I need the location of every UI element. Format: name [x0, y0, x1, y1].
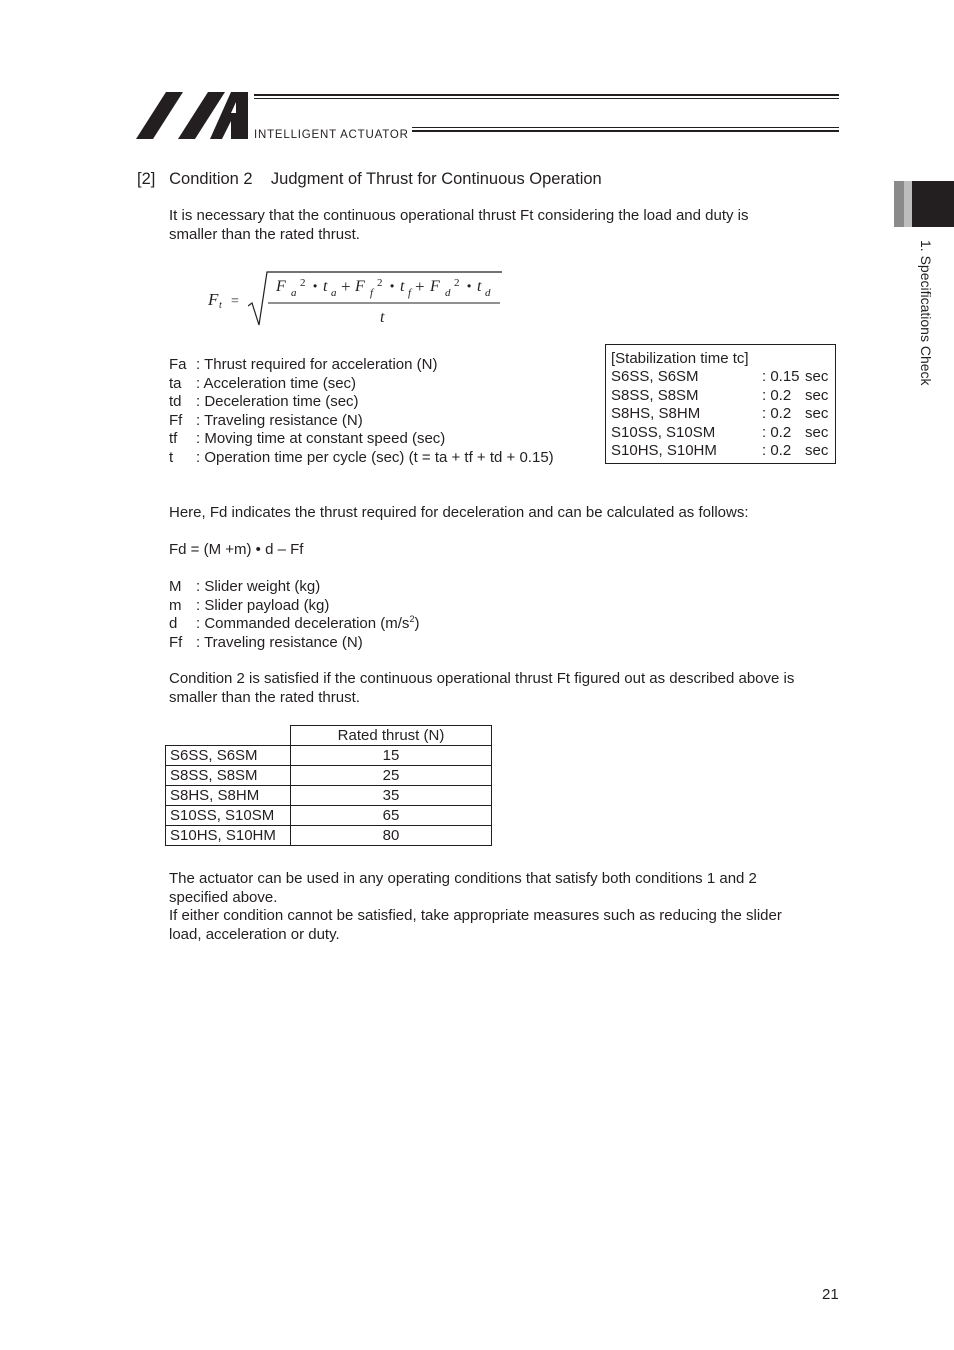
formula-equals: = — [231, 294, 239, 309]
definition-row — [169, 375, 554, 394]
term-f-d: F — [430, 278, 440, 295]
stabilization-time-box — [605, 344, 836, 464]
def-symbol: ta — [169, 374, 182, 392]
section-number: [2] — [137, 170, 156, 188]
stab-value: : 0.2 — [762, 405, 792, 422]
closing-paragraph — [169, 870, 782, 944]
formula-lhs: F — [208, 290, 219, 309]
definition-row — [169, 393, 554, 412]
closing-line: specified above. — [169, 888, 278, 906]
header-rule-bottom-1 — [412, 127, 839, 128]
definition-row — [169, 356, 554, 375]
table-model-cell: S10SS, S10SM — [166, 806, 291, 826]
plus-sign: + — [415, 277, 425, 296]
stab-value: : 0.2 — [762, 442, 792, 459]
def-text: : Slider weight (kg) — [196, 578, 321, 595]
term-f-f-sub: f — [370, 287, 374, 299]
def-text: : Slider payload (kg) — [196, 596, 330, 614]
formula-lhs-sub: t — [219, 300, 222, 311]
header-rule-top-1 — [254, 94, 839, 96]
definition-row — [169, 430, 554, 449]
stab-value: : 0.2 — [762, 424, 792, 441]
plus-sign: + — [341, 277, 351, 296]
term-f-a-sub: a — [291, 287, 297, 299]
term-t-a-sub: a — [331, 287, 337, 299]
table-model-cell: S8SS, S8SM — [166, 766, 291, 786]
definition-row — [169, 615, 419, 634]
def-text: : Deceleration time (sec) — [196, 393, 359, 410]
def-text: : Traveling resistance (N) — [196, 411, 363, 429]
definition-row — [169, 578, 419, 597]
def-symbol: td — [169, 393, 182, 410]
intro-line: smaller than the rated thrust. — [169, 225, 360, 243]
stab-model: S8HS, S8HM — [611, 405, 701, 422]
table-model-cell: S10HS, S10HM — [166, 826, 291, 846]
stab-unit: sec — [805, 387, 829, 404]
def-symbol: Fa — [169, 356, 187, 373]
stabilization-row — [611, 405, 836, 424]
condition-line: Condition 2 is satisfied if the continuous operational thrust Ft figured out as described above is — [169, 670, 795, 687]
term-f-f-sup: 2 — [377, 277, 383, 289]
stab-model: S10HS, S10HM — [611, 442, 717, 459]
variable-definitions — [169, 356, 554, 467]
header-rule-bottom-2 — [412, 130, 839, 132]
variable-definitions-2 — [169, 578, 419, 652]
table-value-cell: 35 — [291, 786, 492, 806]
mult-dot: • — [467, 279, 472, 293]
table-row — [166, 746, 492, 766]
section-title: Condition 2 Judgment of Thrust for Continuous Operation — [169, 170, 602, 188]
stabilization-row — [611, 387, 836, 406]
def-text: : Acceleration time (sec) — [196, 374, 357, 392]
closing-line: load, acceleration or duty. — [169, 925, 340, 943]
def-symbol: m — [169, 596, 182, 614]
table-header-row — [166, 726, 492, 746]
table-model-cell: S8HS, S8HM — [166, 786, 291, 806]
table-row — [166, 766, 492, 786]
definition-row — [169, 412, 554, 431]
fd-intro: Here, Fd indicates the thrust required for deceleration and can be calculated as follows: — [169, 504, 749, 521]
table-row — [166, 786, 492, 806]
term-f-a: F — [276, 278, 286, 295]
table-model-cell: S6SS, S6SM — [166, 746, 291, 766]
term-t-a: t — [323, 278, 328, 295]
def-text — [196, 615, 419, 634]
chapter-tab-label: 1. Specifications Check — [918, 240, 934, 386]
def-text-main: : Commanded deceleration (m/s — [196, 615, 410, 632]
table-value-cell: 15 — [291, 746, 492, 766]
stabilization-row — [611, 442, 836, 461]
stabilization-row — [611, 424, 836, 443]
def-symbol: Ff — [169, 633, 183, 651]
page-number: 21 — [822, 1286, 839, 1303]
term-t-d: t — [477, 278, 482, 295]
term-t-d-sub: d — [485, 287, 491, 299]
table-header: Rated thrust (N) — [291, 726, 492, 746]
def-symbol: Ff — [169, 411, 183, 429]
table-corner — [166, 726, 291, 746]
table-value-cell: 65 — [291, 806, 492, 826]
mult-dot: • — [313, 279, 318, 293]
def-symbol: tf — [169, 430, 178, 447]
def-superscript: 2 — [409, 614, 415, 624]
stabilization-title: [Stabilization time tc] — [611, 350, 749, 367]
header-rule-top-2 — [254, 98, 839, 99]
intro-line: It is necessary that the continuous operational thrust Ft considering the load and duty is — [169, 207, 749, 224]
stab-unit: sec — [805, 405, 829, 422]
condition-line: smaller than the rated thrust. — [169, 688, 360, 706]
fd-formula: Fd = (M +m) • d – Ff — [169, 541, 304, 558]
def-symbol: t — [169, 448, 174, 466]
stab-value: : 0.2 — [762, 387, 792, 404]
term-t-f-sub: f — [408, 287, 412, 299]
stab-value: : 0.15 — [762, 368, 800, 385]
def-text: : Operation time per cycle (sec) (t = ta + tf + td + 0.15) — [196, 448, 554, 466]
brand-text: INTELLIGENT ACTUATOR — [254, 129, 409, 141]
stab-unit: sec — [805, 424, 829, 441]
term-f-d-sup: 2 — [454, 277, 460, 289]
def-symbol: M — [169, 578, 182, 595]
definition-row — [169, 634, 419, 653]
def-text: : Thrust required for acceleration (N) — [196, 356, 438, 373]
definition-row — [169, 597, 419, 616]
stab-unit: sec — [805, 368, 829, 385]
table-value-cell: 25 — [291, 766, 492, 786]
section-heading — [137, 169, 602, 189]
table-value-cell: 80 — [291, 826, 492, 846]
stab-unit: sec — [805, 442, 829, 459]
table-row — [166, 806, 492, 826]
term-t-f: t — [400, 278, 405, 295]
def-text: : Moving time at constant speed (sec) — [196, 430, 446, 447]
stabilization-row — [611, 368, 836, 387]
def-symbol: d — [169, 615, 178, 632]
formula-denominator: t — [380, 309, 385, 326]
term-f-d-sub: d — [445, 287, 451, 299]
term-f-a-sup: 2 — [300, 277, 306, 289]
closing-line: If either condition cannot be satisfied, take appropriate measures such as reducing the slider — [169, 907, 782, 924]
iai-logo — [136, 91, 252, 141]
definition-row — [169, 449, 554, 468]
mult-dot: • — [390, 279, 395, 293]
closing-line: The actuator can be used in any operating conditions that satisfy both conditions 1 and 2 — [169, 870, 757, 887]
chapter-tab — [894, 181, 954, 227]
stab-model: S8SS, S8SM — [611, 387, 699, 404]
intro-paragraph — [169, 207, 749, 244]
stab-model: S6SS, S6SM — [611, 368, 699, 385]
thrust-formula — [200, 268, 510, 330]
table-row — [166, 826, 492, 846]
stab-model: S10SS, S10SM — [611, 424, 716, 441]
def-text: : Traveling resistance (N) — [196, 633, 363, 651]
def-text-close: ) — [414, 615, 420, 632]
condition-paragraph — [169, 670, 794, 707]
rated-thrust-table — [165, 725, 492, 846]
term-f-f: F — [355, 278, 365, 295]
